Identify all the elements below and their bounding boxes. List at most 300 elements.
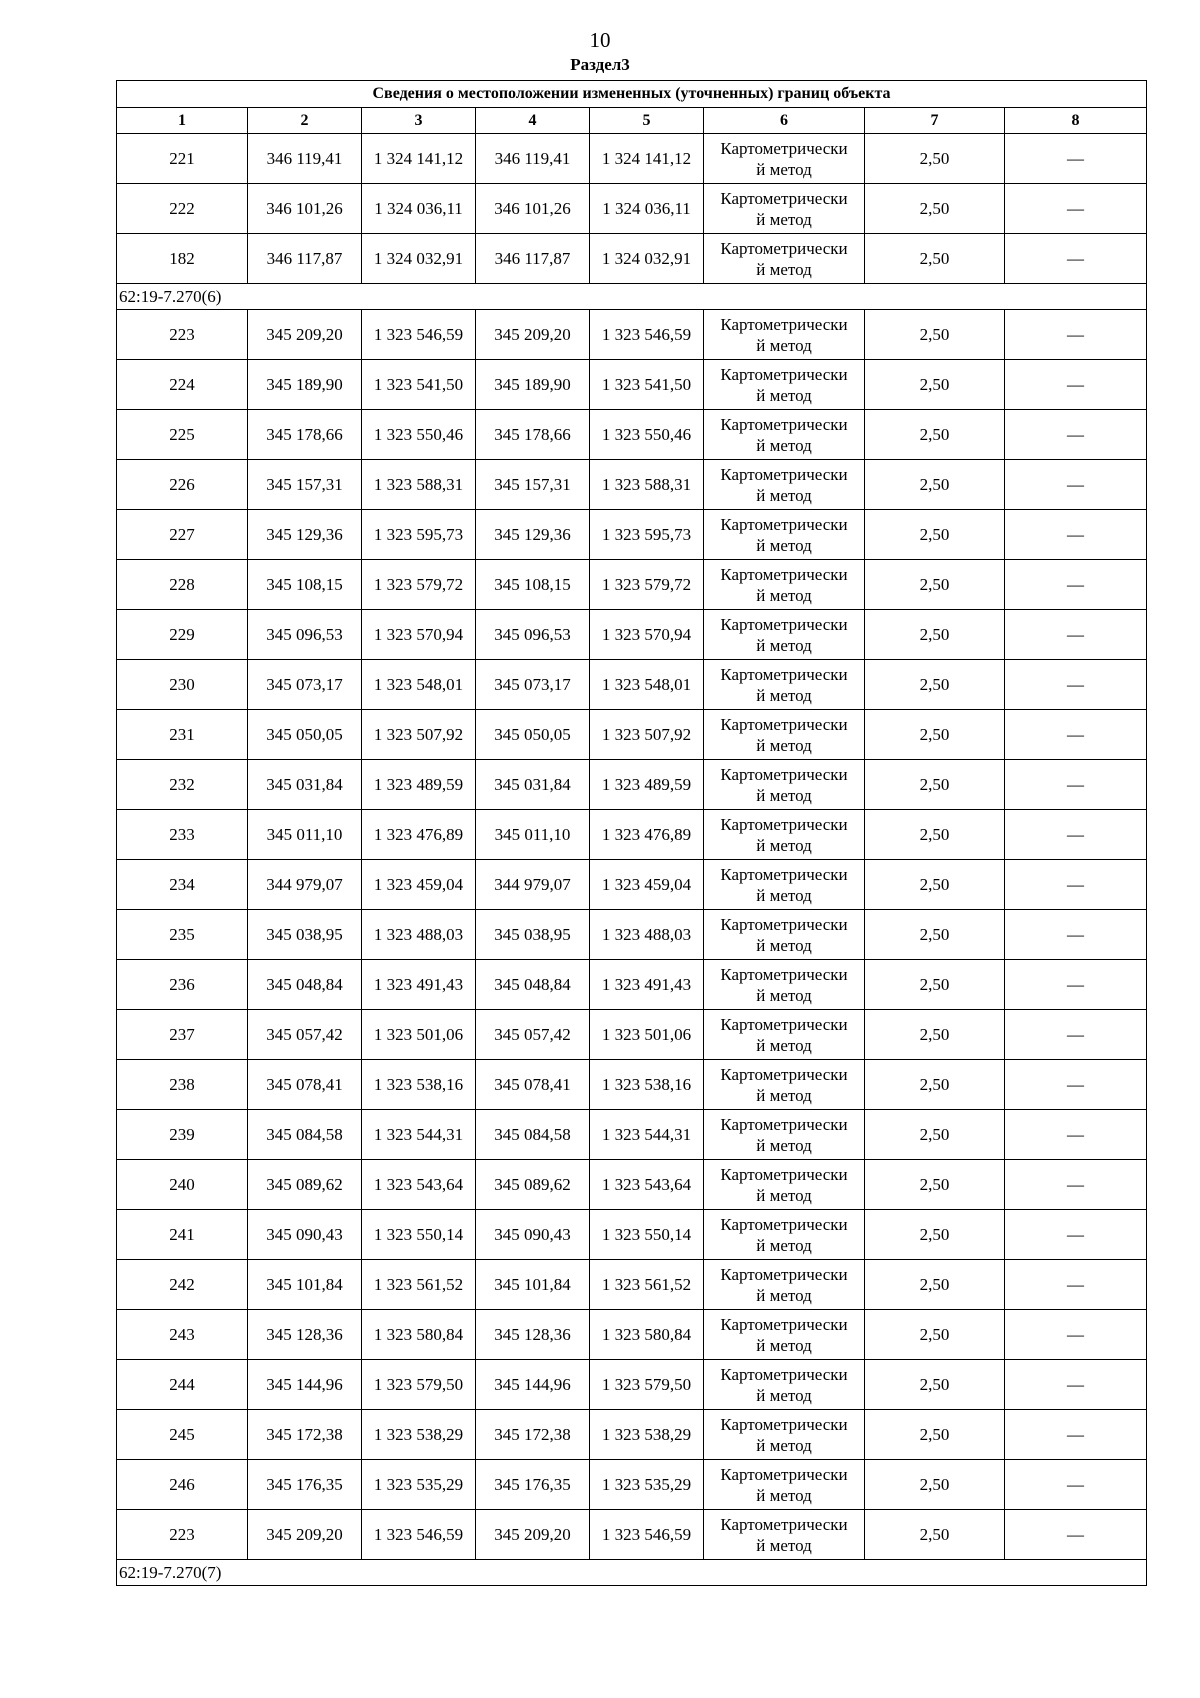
x-cell: 344 979,07	[248, 860, 362, 910]
note-cell: —	[1005, 1110, 1147, 1160]
y-cell: 1 323 535,29	[362, 1460, 476, 1510]
y-cell: 1 323 538,29	[362, 1410, 476, 1460]
section-title: Раздел3	[570, 55, 630, 74]
method-cell	[704, 560, 865, 610]
method-text-line1: Картометрически	[720, 964, 848, 984]
method-text-line2: й метод	[756, 1185, 812, 1205]
table-row	[117, 1010, 1147, 1060]
note-cell: —	[1005, 510, 1147, 560]
method-text-line2: й метод	[756, 159, 812, 179]
x-new-cell: 345 073,17	[476, 660, 590, 710]
method-cell	[704, 1010, 865, 1060]
table-row	[117, 1510, 1147, 1560]
table-row	[117, 910, 1147, 960]
column-header: 6	[704, 108, 865, 134]
method-text-line1: Картометрически	[720, 188, 848, 208]
y-cell: 1 323 538,16	[362, 1060, 476, 1110]
accuracy-cell: 2,50	[865, 1010, 1005, 1060]
accuracy-cell: 2,50	[865, 410, 1005, 460]
table-row	[117, 1210, 1147, 1260]
note-cell: —	[1005, 134, 1147, 184]
accuracy-cell: 2,50	[865, 1510, 1005, 1560]
x-new-cell: 345 057,42	[476, 1010, 590, 1060]
method-cell	[704, 860, 865, 910]
x-cell: 346 117,87	[248, 234, 362, 284]
method-cell	[704, 910, 865, 960]
x-new-cell: 345 090,43	[476, 1210, 590, 1260]
note-cell: —	[1005, 760, 1147, 810]
x-new-cell: 345 209,20	[476, 310, 590, 360]
accuracy-cell: 2,50	[865, 560, 1005, 610]
x-cell: 345 090,43	[248, 1210, 362, 1260]
x-cell: 346 101,26	[248, 184, 362, 234]
note-cell: —	[1005, 1310, 1147, 1360]
y-cell: 1 323 501,06	[362, 1010, 476, 1060]
y-new-cell: 1 323 501,06	[590, 1010, 704, 1060]
y-new-cell: 1 323 538,16	[590, 1060, 704, 1110]
method-text-line1: Картометрически	[720, 814, 848, 834]
note-cell: —	[1005, 1410, 1147, 1460]
method-text-line1: Картометрически	[720, 1464, 848, 1484]
method-text-line2: й метод	[756, 635, 812, 655]
y-new-cell: 1 323 580,84	[590, 1310, 704, 1360]
table-row	[117, 610, 1147, 660]
point-number-cell: 244	[117, 1360, 248, 1410]
point-number-cell: 242	[117, 1260, 248, 1310]
accuracy-cell: 2,50	[865, 460, 1005, 510]
y-new-cell: 1 323 595,73	[590, 510, 704, 560]
method-text-line1: Картометрически	[720, 1214, 848, 1234]
table-row	[117, 234, 1147, 284]
y-cell: 1 323 550,14	[362, 1210, 476, 1260]
method-text-line2: й метод	[756, 935, 812, 955]
method-text-line1: Картометрически	[720, 1314, 848, 1334]
table-row	[117, 134, 1147, 184]
note-cell: —	[1005, 1060, 1147, 1110]
y-cell: 1 323 544,31	[362, 1110, 476, 1160]
table-row	[117, 1160, 1147, 1210]
accuracy-cell: 2,50	[865, 234, 1005, 284]
accuracy-cell: 2,50	[865, 360, 1005, 410]
method-text-line1: Картометрически	[720, 1114, 848, 1134]
table-row	[117, 560, 1147, 610]
x-cell: 345 189,90	[248, 360, 362, 410]
point-number-cell: 222	[117, 184, 248, 234]
accuracy-cell: 2,50	[865, 910, 1005, 960]
column-header-row	[117, 108, 1147, 134]
point-number-cell: 241	[117, 1210, 248, 1260]
y-new-cell: 1 323 550,46	[590, 410, 704, 460]
accuracy-cell: 2,50	[865, 310, 1005, 360]
point-number-cell: 223	[117, 310, 248, 360]
method-cell	[704, 1360, 865, 1410]
table-row	[117, 1360, 1147, 1410]
x-new-cell: 345 078,41	[476, 1060, 590, 1110]
accuracy-cell: 2,50	[865, 184, 1005, 234]
method-cell	[704, 410, 865, 460]
x-new-cell: 345 157,31	[476, 460, 590, 510]
parcel-group-label: 62:19-7.270(7)	[117, 1560, 1147, 1586]
method-cell	[704, 1210, 865, 1260]
accuracy-cell: 2,50	[865, 134, 1005, 184]
table-row	[117, 1060, 1147, 1110]
point-number-cell: 229	[117, 610, 248, 660]
accuracy-cell: 2,50	[865, 610, 1005, 660]
point-number-cell: 221	[117, 134, 248, 184]
method-text-line2: й метод	[756, 259, 812, 279]
accuracy-cell: 2,50	[865, 1160, 1005, 1210]
accuracy-cell: 2,50	[865, 760, 1005, 810]
method-text-line2: й метод	[756, 985, 812, 1005]
accuracy-cell: 2,50	[865, 710, 1005, 760]
note-cell: —	[1005, 1160, 1147, 1210]
method-cell	[704, 1160, 865, 1210]
method-cell	[704, 510, 865, 560]
method-cell	[704, 1310, 865, 1360]
y-cell: 1 323 580,84	[362, 1310, 476, 1360]
method-text-line1: Картометрически	[720, 364, 848, 384]
point-number-cell: 182	[117, 234, 248, 284]
point-number-cell: 240	[117, 1160, 248, 1210]
method-cell	[704, 760, 865, 810]
x-cell: 345 178,66	[248, 410, 362, 460]
method-text-line1: Картометрически	[720, 514, 848, 534]
x-cell: 345 050,05	[248, 710, 362, 760]
method-text-line2: й метод	[756, 735, 812, 755]
accuracy-cell: 2,50	[865, 860, 1005, 910]
y-new-cell: 1 323 489,59	[590, 760, 704, 810]
method-text-line2: й метод	[756, 335, 812, 355]
method-text-line2: й метод	[756, 1385, 812, 1405]
x-cell: 345 157,31	[248, 460, 362, 510]
method-text-line1: Картометрически	[720, 314, 848, 334]
method-text-line1: Картометрически	[720, 614, 848, 634]
table-row	[117, 360, 1147, 410]
x-new-cell: 345 048,84	[476, 960, 590, 1010]
point-number-cell: 231	[117, 710, 248, 760]
x-cell: 345 144,96	[248, 1360, 362, 1410]
y-new-cell: 1 323 570,94	[590, 610, 704, 660]
x-new-cell: 345 129,36	[476, 510, 590, 560]
y-cell: 1 324 036,11	[362, 184, 476, 234]
column-header: 5	[590, 108, 704, 134]
y-cell: 1 323 459,04	[362, 860, 476, 910]
method-text-line1: Картометрически	[720, 1364, 848, 1384]
table-row	[117, 710, 1147, 760]
y-new-cell: 1 323 491,43	[590, 960, 704, 1010]
method-cell	[704, 1410, 865, 1460]
table-body	[117, 134, 1147, 1586]
method-text-line1: Картометрически	[720, 1164, 848, 1184]
table-row	[117, 510, 1147, 560]
note-cell: —	[1005, 710, 1147, 760]
y-new-cell: 1 323 544,31	[590, 1110, 704, 1160]
y-cell: 1 323 489,59	[362, 760, 476, 810]
x-cell: 345 172,38	[248, 1410, 362, 1460]
method-text-line2: й метод	[756, 1535, 812, 1555]
y-new-cell: 1 323 561,52	[590, 1260, 704, 1310]
table-row	[117, 310, 1147, 360]
method-text-line2: й метод	[756, 885, 812, 905]
y-cell: 1 324 141,12	[362, 134, 476, 184]
y-cell: 1 323 476,89	[362, 810, 476, 860]
method-text-line2: й метод	[756, 485, 812, 505]
parcel-group-label: 62:19-7.270(6)	[117, 284, 1147, 310]
column-header: 8	[1005, 108, 1147, 134]
method-text-line1: Картометрически	[720, 1514, 848, 1534]
method-cell	[704, 1510, 865, 1560]
table-row	[117, 1310, 1147, 1360]
x-new-cell: 345 108,15	[476, 560, 590, 610]
parcel-group-row	[117, 1560, 1147, 1586]
y-new-cell: 1 323 459,04	[590, 860, 704, 910]
method-text-line1: Картометрически	[720, 914, 848, 934]
note-cell: —	[1005, 184, 1147, 234]
table-row	[117, 460, 1147, 510]
y-new-cell: 1 323 579,72	[590, 560, 704, 610]
y-new-cell: 1 323 588,31	[590, 460, 704, 510]
accuracy-cell: 2,50	[865, 1360, 1005, 1410]
accuracy-cell: 2,50	[865, 1060, 1005, 1110]
y-new-cell: 1 323 541,50	[590, 360, 704, 410]
y-new-cell: 1 323 579,50	[590, 1360, 704, 1410]
column-header: 7	[865, 108, 1005, 134]
x-cell: 345 129,36	[248, 510, 362, 560]
point-number-cell: 232	[117, 760, 248, 810]
accuracy-cell: 2,50	[865, 1310, 1005, 1360]
y-new-cell: 1 324 032,91	[590, 234, 704, 284]
note-cell: —	[1005, 1210, 1147, 1260]
point-number-cell: 238	[117, 1060, 248, 1110]
x-new-cell: 345 176,35	[476, 1460, 590, 1510]
method-text-line1: Картометрически	[720, 864, 848, 884]
y-new-cell: 1 323 535,29	[590, 1460, 704, 1510]
y-cell: 1 323 491,43	[362, 960, 476, 1010]
x-new-cell: 346 117,87	[476, 234, 590, 284]
x-cell: 345 011,10	[248, 810, 362, 860]
y-new-cell: 1 323 476,89	[590, 810, 704, 860]
y-cell: 1 324 032,91	[362, 234, 476, 284]
table-row	[117, 810, 1147, 860]
y-cell: 1 323 546,59	[362, 1510, 476, 1560]
note-cell: —	[1005, 660, 1147, 710]
y-cell: 1 323 488,03	[362, 910, 476, 960]
x-cell: 345 209,20	[248, 1510, 362, 1560]
x-new-cell: 345 084,58	[476, 1110, 590, 1160]
y-new-cell: 1 323 548,01	[590, 660, 704, 710]
accuracy-cell: 2,50	[865, 1260, 1005, 1310]
x-new-cell: 345 096,53	[476, 610, 590, 660]
y-cell: 1 323 579,72	[362, 560, 476, 610]
x-cell: 345 096,53	[248, 610, 362, 660]
column-header: 2	[248, 108, 362, 134]
y-cell: 1 323 550,46	[362, 410, 476, 460]
x-new-cell: 346 119,41	[476, 134, 590, 184]
note-cell: —	[1005, 560, 1147, 610]
note-cell: —	[1005, 810, 1147, 860]
point-number-cell: 245	[117, 1410, 248, 1460]
method-text-line1: Картометрически	[720, 138, 848, 158]
point-number-cell: 246	[117, 1460, 248, 1510]
x-cell: 345 031,84	[248, 760, 362, 810]
x-new-cell: 345 031,84	[476, 760, 590, 810]
table-caption-row	[117, 81, 1147, 108]
column-header: 4	[476, 108, 590, 134]
y-new-cell: 1 323 546,59	[590, 310, 704, 360]
x-cell: 345 048,84	[248, 960, 362, 1010]
note-cell: —	[1005, 1460, 1147, 1510]
method-text-line2: й метод	[756, 1235, 812, 1255]
column-header: 3	[362, 108, 476, 134]
method-cell	[704, 1060, 865, 1110]
x-cell: 345 084,58	[248, 1110, 362, 1160]
y-cell: 1 323 561,52	[362, 1260, 476, 1310]
point-number-cell: 227	[117, 510, 248, 560]
x-new-cell: 346 101,26	[476, 184, 590, 234]
method-text-line1: Картометрически	[720, 414, 848, 434]
table-row	[117, 1260, 1147, 1310]
method-cell	[704, 810, 865, 860]
x-cell: 345 176,35	[248, 1460, 362, 1510]
y-cell: 1 323 543,64	[362, 1160, 476, 1210]
method-cell	[704, 710, 865, 760]
method-text-line1: Картометрически	[720, 664, 848, 684]
point-number-cell: 225	[117, 410, 248, 460]
parcel-group-row	[117, 284, 1147, 310]
note-cell: —	[1005, 234, 1147, 284]
x-new-cell: 345 089,62	[476, 1160, 590, 1210]
method-text-line1: Картометрически	[720, 1064, 848, 1084]
x-cell: 345 089,62	[248, 1160, 362, 1210]
y-cell: 1 323 579,50	[362, 1360, 476, 1410]
method-cell	[704, 134, 865, 184]
note-cell: —	[1005, 1260, 1147, 1310]
note-cell: —	[1005, 410, 1147, 460]
note-cell: —	[1005, 910, 1147, 960]
x-new-cell: 344 979,07	[476, 860, 590, 910]
table-row	[117, 1110, 1147, 1160]
table-row	[117, 760, 1147, 810]
note-cell: —	[1005, 360, 1147, 410]
method-text-line1: Картометрически	[720, 1264, 848, 1284]
point-number-cell: 243	[117, 1310, 248, 1360]
point-number-cell: 234	[117, 860, 248, 910]
method-text-line2: й метод	[756, 685, 812, 705]
y-new-cell: 1 323 507,92	[590, 710, 704, 760]
method-cell	[704, 234, 865, 284]
note-cell: —	[1005, 960, 1147, 1010]
method-cell	[704, 360, 865, 410]
point-number-cell: 237	[117, 1010, 248, 1060]
method-cell	[704, 184, 865, 234]
y-cell: 1 323 546,59	[362, 310, 476, 360]
method-text-line2: й метод	[756, 435, 812, 455]
x-cell: 345 038,95	[248, 910, 362, 960]
point-number-cell: 224	[117, 360, 248, 410]
y-cell: 1 323 595,73	[362, 510, 476, 560]
x-new-cell: 345 101,84	[476, 1260, 590, 1310]
x-new-cell: 345 011,10	[476, 810, 590, 860]
method-text-line2: й метод	[756, 1085, 812, 1105]
method-text-line2: й метод	[756, 209, 812, 229]
point-number-cell: 223	[117, 1510, 248, 1560]
table-row	[117, 1410, 1147, 1460]
note-cell: —	[1005, 1010, 1147, 1060]
note-cell: —	[1005, 610, 1147, 660]
x-new-cell: 345 038,95	[476, 910, 590, 960]
method-cell	[704, 1110, 865, 1160]
table-row	[117, 660, 1147, 710]
method-text-line2: й метод	[756, 535, 812, 555]
accuracy-cell: 2,50	[865, 810, 1005, 860]
method-text-line1: Картометрически	[720, 464, 848, 484]
method-cell	[704, 1460, 865, 1510]
method-text-line2: й метод	[756, 1485, 812, 1505]
method-text-line2: й метод	[756, 1035, 812, 1055]
x-cell: 345 108,15	[248, 560, 362, 610]
y-new-cell: 1 323 550,14	[590, 1210, 704, 1260]
accuracy-cell: 2,50	[865, 960, 1005, 1010]
note-cell: —	[1005, 1510, 1147, 1560]
method-text-line1: Картометрически	[720, 1014, 848, 1034]
note-cell: —	[1005, 460, 1147, 510]
point-number-cell: 235	[117, 910, 248, 960]
point-number-cell: 226	[117, 460, 248, 510]
method-cell	[704, 960, 865, 1010]
method-cell	[704, 660, 865, 710]
point-number-cell: 230	[117, 660, 248, 710]
y-cell: 1 323 570,94	[362, 610, 476, 660]
y-new-cell: 1 324 036,11	[590, 184, 704, 234]
point-number-cell: 236	[117, 960, 248, 1010]
table-caption: Сведения о местоположении измененных (уточненных) границ объекта	[117, 81, 1147, 108]
x-new-cell: 345 189,90	[476, 360, 590, 410]
x-new-cell: 345 209,20	[476, 1510, 590, 1560]
x-cell: 345 057,42	[248, 1010, 362, 1060]
method-text-line2: й метод	[756, 1435, 812, 1455]
note-cell: —	[1005, 1360, 1147, 1410]
point-number-cell: 233	[117, 810, 248, 860]
method-text-line2: й метод	[756, 585, 812, 605]
accuracy-cell: 2,50	[865, 1110, 1005, 1160]
accuracy-cell: 2,50	[865, 660, 1005, 710]
method-text-line2: й метод	[756, 1135, 812, 1155]
table-row	[117, 184, 1147, 234]
x-cell: 345 209,20	[248, 310, 362, 360]
y-new-cell: 1 323 488,03	[590, 910, 704, 960]
method-cell	[704, 310, 865, 360]
y-new-cell: 1 323 538,29	[590, 1410, 704, 1460]
method-text-line2: й метод	[756, 835, 812, 855]
boundary-table	[116, 80, 1147, 1586]
method-cell	[704, 1260, 865, 1310]
point-number-cell: 228	[117, 560, 248, 610]
accuracy-cell: 2,50	[865, 1460, 1005, 1510]
y-new-cell: 1 323 546,59	[590, 1510, 704, 1560]
x-cell: 346 119,41	[248, 134, 362, 184]
x-new-cell: 345 050,05	[476, 710, 590, 760]
point-number-cell: 239	[117, 1110, 248, 1160]
page-number: 10	[589, 28, 611, 52]
method-cell	[704, 610, 865, 660]
table-row	[117, 1460, 1147, 1510]
x-cell: 345 078,41	[248, 1060, 362, 1110]
x-new-cell: 345 144,96	[476, 1360, 590, 1410]
y-cell: 1 323 548,01	[362, 660, 476, 710]
method-text-line1: Картометрически	[720, 238, 848, 258]
note-cell: —	[1005, 310, 1147, 360]
method-text-line1: Картометрически	[720, 764, 848, 784]
